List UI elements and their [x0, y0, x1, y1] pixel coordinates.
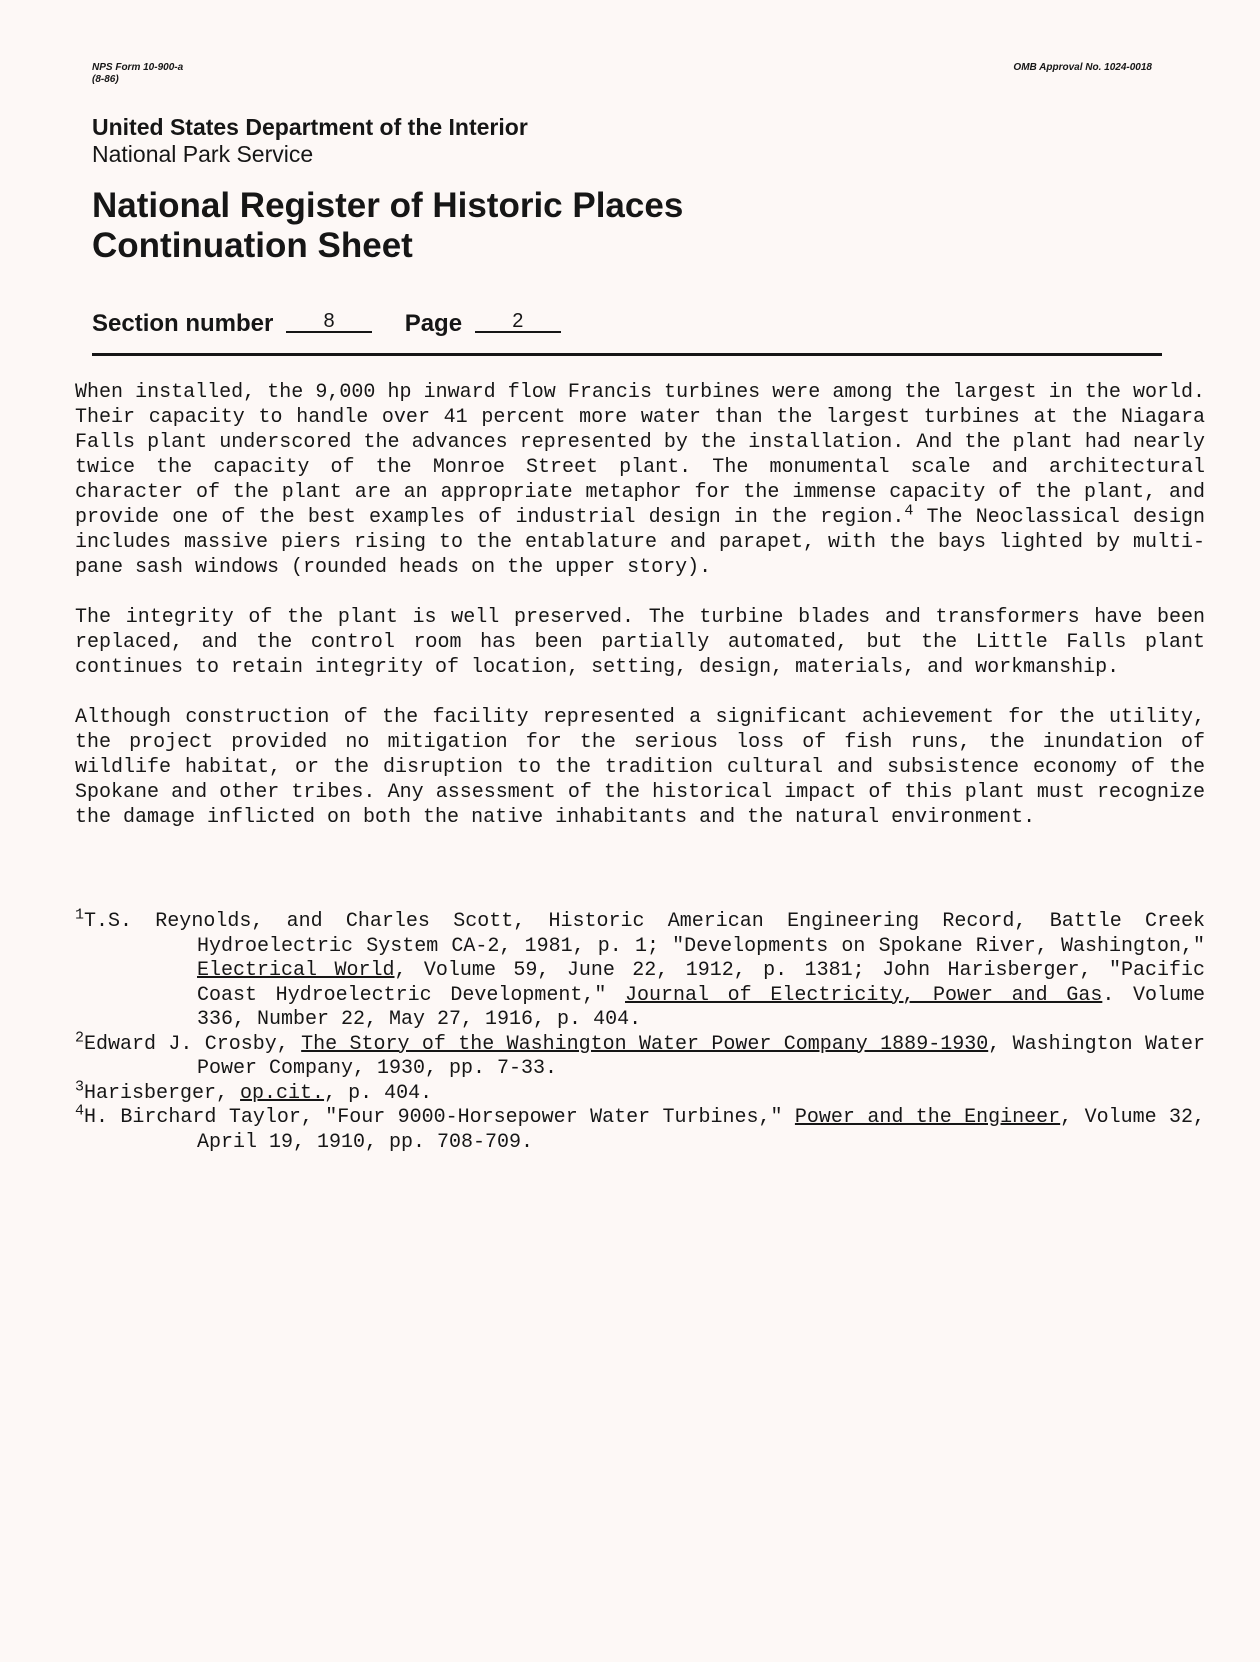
footnote-number: 2: [75, 1028, 85, 1046]
page-label: Page: [404, 310, 463, 337]
footnote-text: . Volume 336, Number 22, May 27, 1916, p. 404.: [197, 983, 1205, 1031]
title-line-2: Continuation Sheet: [92, 226, 413, 265]
footnote-text: , Volume 59, June 22, 1912, p. 1381; John Harisberger, "Pacific Coast Hydroelectric Development,": [197, 959, 1206, 1007]
department-name: United States Department of the Interior: [92, 114, 528, 140]
form-date-text: (8-86): [92, 74, 119, 85]
footnote-text: T.S. Reynolds, and Charles Scott, Historic American Engineering Record, Battle Creek Hydroelectric System CA-2, 1981, p. 1; "Developments on Spokane River, Washington,": [84, 910, 1205, 958]
footnote-title: The Story of the Washington Water Power Company 1889-1930: [301, 1032, 989, 1056]
paragraph-3: Although construction of the facility represented a significant achievement for the utility, the project provided no mitigation for the serious loss of fish runs, the inundation of wildlife habitat, or the disruption to the tradition cultural and subsistence economy of the Spokane and other tribes. Any assessment of the historical impact of this plant must recognize the damage inflicted on both the native inhabitants and the natural environment.: [75, 706, 1205, 829]
agency-name: National Park Service: [92, 141, 314, 167]
section-page-line: [92, 310, 561, 338]
paragraph-1: [75, 380, 1205, 580]
paragraph-2: The integrity of the plant is well preserved. The turbine blades and transformers have been replaced, and the control room has been partially automated, but the Little Falls plant continues to retain integrity of location, setting, design, materials, and workmanship.: [75, 606, 1205, 679]
footnote-3: [75, 1077, 1205, 1107]
footnote-title: op.cit.: [240, 1081, 325, 1105]
header-divider: [92, 353, 1162, 356]
footnote-text: Harisberger,: [84, 1081, 241, 1105]
footnote-number: 3: [75, 1077, 85, 1095]
form-number: [92, 62, 183, 86]
footnote-number: 1: [75, 906, 85, 924]
body-text: [75, 380, 1205, 855]
page-title: [92, 186, 683, 266]
footnote-2: [75, 1028, 1205, 1082]
section-label: Section number: [92, 310, 274, 337]
footnotes: [75, 906, 1206, 1155]
footnote-number: 4: [75, 1102, 85, 1120]
footnote-text: Edward J. Crosby,: [84, 1032, 302, 1056]
footnote-text: , Volume 32, April 19, 1910, pp. 708-709.: [197, 1106, 1205, 1154]
omb-approval: OMB Approval No. 1024-0018: [1013, 62, 1152, 73]
footnote-ref-4: 4: [904, 502, 914, 520]
paragraph-1-text: When installed, the 9,000 hp inward flow Francis turbines were among the largest in the world. Their capacity to handle over 41 percent more water than the largest turbines at the Niagara Falls plant underscored the advances represented by the installation. And the plant had nearly twice the capacity of the Monroe Street plant. The monumental scale and architectural character of the plant are an appropriate metaphor for the immense capacity of the plant, and provide one of the best examples of industrial design in the region.: [75, 381, 1205, 529]
footnote-text: , p. 404.: [324, 1081, 433, 1105]
form-id-text: NPS Form 10-900-a: [92, 62, 184, 73]
footnote-4: [75, 1102, 1205, 1155]
agency-block: [92, 114, 528, 168]
paragraph-1-tail: The Neoclassical design includes massive piers rising to the entablature and parapet, with the bays lighted by multi-pane sash windows (rounded heads on the upper story).: [75, 506, 1205, 579]
footnote-text: , Washington Water Power Company, 1930, pp. 7-33.: [197, 1032, 1205, 1080]
footnote-title: Electrical World: [197, 959, 395, 982]
footnote-title: Power and the Engineer: [794, 1106, 1061, 1129]
footnote-1: [75, 906, 1206, 1033]
footnote-text: H. Birchard Taylor, "Four 9000-Horsepower Water Turbines,": [84, 1106, 795, 1129]
page-number-field: 2: [475, 311, 561, 333]
section-number-field: 8: [286, 311, 372, 333]
footnote-title: Journal of Electricity, Power and Gas: [625, 983, 1103, 1007]
title-line-1: National Register of Historic Places: [92, 186, 684, 225]
